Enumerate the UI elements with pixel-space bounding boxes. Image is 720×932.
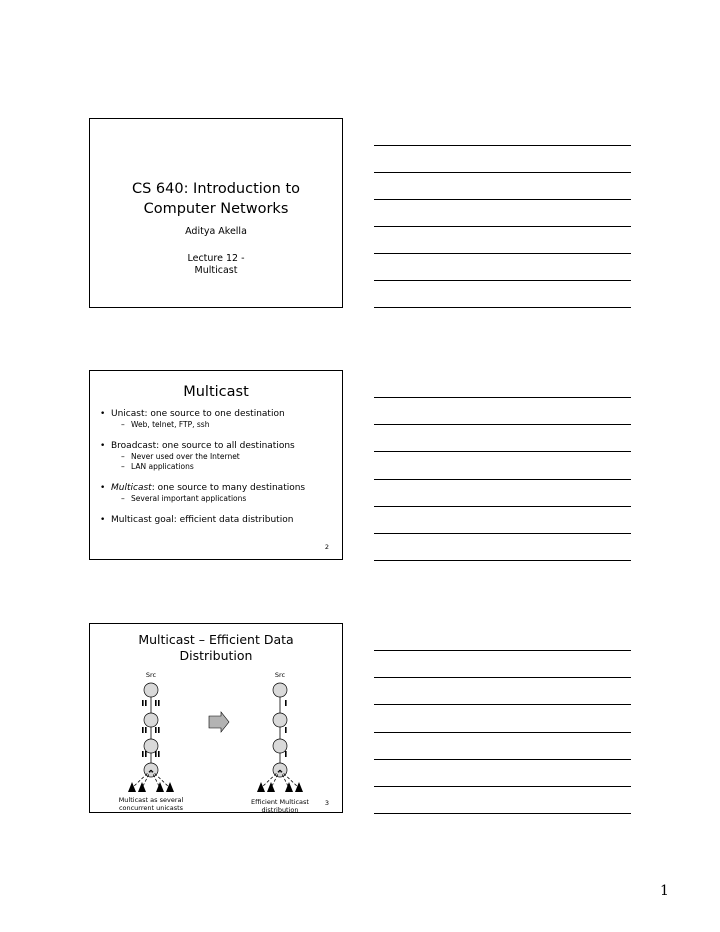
receiver-node [267, 782, 275, 792]
slide-2-title: Multicast [183, 384, 249, 400]
source-node [144, 683, 158, 697]
multicast-term: Multicast [111, 483, 152, 493]
note-line [374, 533, 631, 534]
unicast-tree [128, 683, 174, 792]
slide-1-title: CS 640: Introduction to Computer Networks [131, 181, 301, 217]
sub-bullet-item: – Web, telnet, FTP, ssh [111, 420, 334, 430]
receiver-node [166, 782, 174, 792]
note-line [374, 479, 631, 480]
bullet-item: • Unicast: one source to one destination – Web, telnet, FTP, ssh [100, 408, 334, 430]
right-src-label: Src [274, 671, 286, 679]
slide-3-title: Multicast – Efficient Data Distribution [138, 632, 294, 663]
slide-1-author: Aditya Akella [185, 226, 247, 237]
router-node [144, 713, 158, 727]
router-node [273, 713, 287, 727]
slide-2-page-number: 2 [324, 543, 329, 551]
router-node [273, 739, 287, 753]
note-line [374, 650, 631, 651]
left-caption: Multicast as several concurrent unicasts [118, 796, 184, 812]
bullet-list [100, 408, 334, 526]
slide-2 [89, 370, 343, 560]
note-line [374, 813, 631, 814]
receiver-node [156, 782, 164, 792]
slide-1-lecture: Lecture 12 - Multicast [187, 253, 245, 276]
note-line [374, 506, 631, 507]
note-line [374, 253, 631, 254]
note-line [374, 145, 631, 146]
note-line [374, 307, 631, 308]
bullet-item: • Multicast goal: efficient data distribution [100, 514, 334, 526]
note-line [374, 199, 631, 200]
multicast-diagram [90, 624, 344, 814]
note-line [374, 786, 631, 787]
note-line [374, 172, 631, 173]
receiver-node [295, 782, 303, 792]
receiver-node [257, 782, 265, 792]
note-line [374, 732, 631, 733]
note-line [374, 226, 631, 227]
note-line [374, 451, 631, 452]
sub-bullet-item: – LAN applications [111, 462, 334, 472]
page-number: 1 [660, 883, 669, 899]
note-line [374, 280, 631, 281]
source-node [273, 683, 287, 697]
left-src-label: Src [145, 671, 157, 679]
bullet-item: • Broadcast: one source to all destinations – Never used over the Internet – LAN applications [100, 440, 334, 472]
slide-3-page-number: 3 [324, 799, 329, 807]
router-node [144, 739, 158, 753]
note-line [374, 560, 631, 561]
receiver-node [128, 782, 136, 792]
multicast-tree [257, 683, 303, 792]
note-line [374, 704, 631, 705]
bullet-item: • Multicast: one source to many destinations – Several important applications [100, 482, 334, 504]
sub-bullet-item: – Several important applications [111, 494, 334, 504]
note-line [374, 397, 631, 398]
right-caption: Efficient Multicast distribution [251, 798, 309, 814]
transform-arrow-icon [209, 712, 229, 732]
slide-1 [89, 118, 343, 308]
sub-bullet-item: – Never used over the Internet [111, 452, 334, 462]
note-line [374, 677, 631, 678]
note-line [374, 759, 631, 760]
slide-3 [89, 623, 343, 813]
receiver-node [285, 782, 293, 792]
note-line [374, 424, 631, 425]
receiver-node [138, 782, 146, 792]
